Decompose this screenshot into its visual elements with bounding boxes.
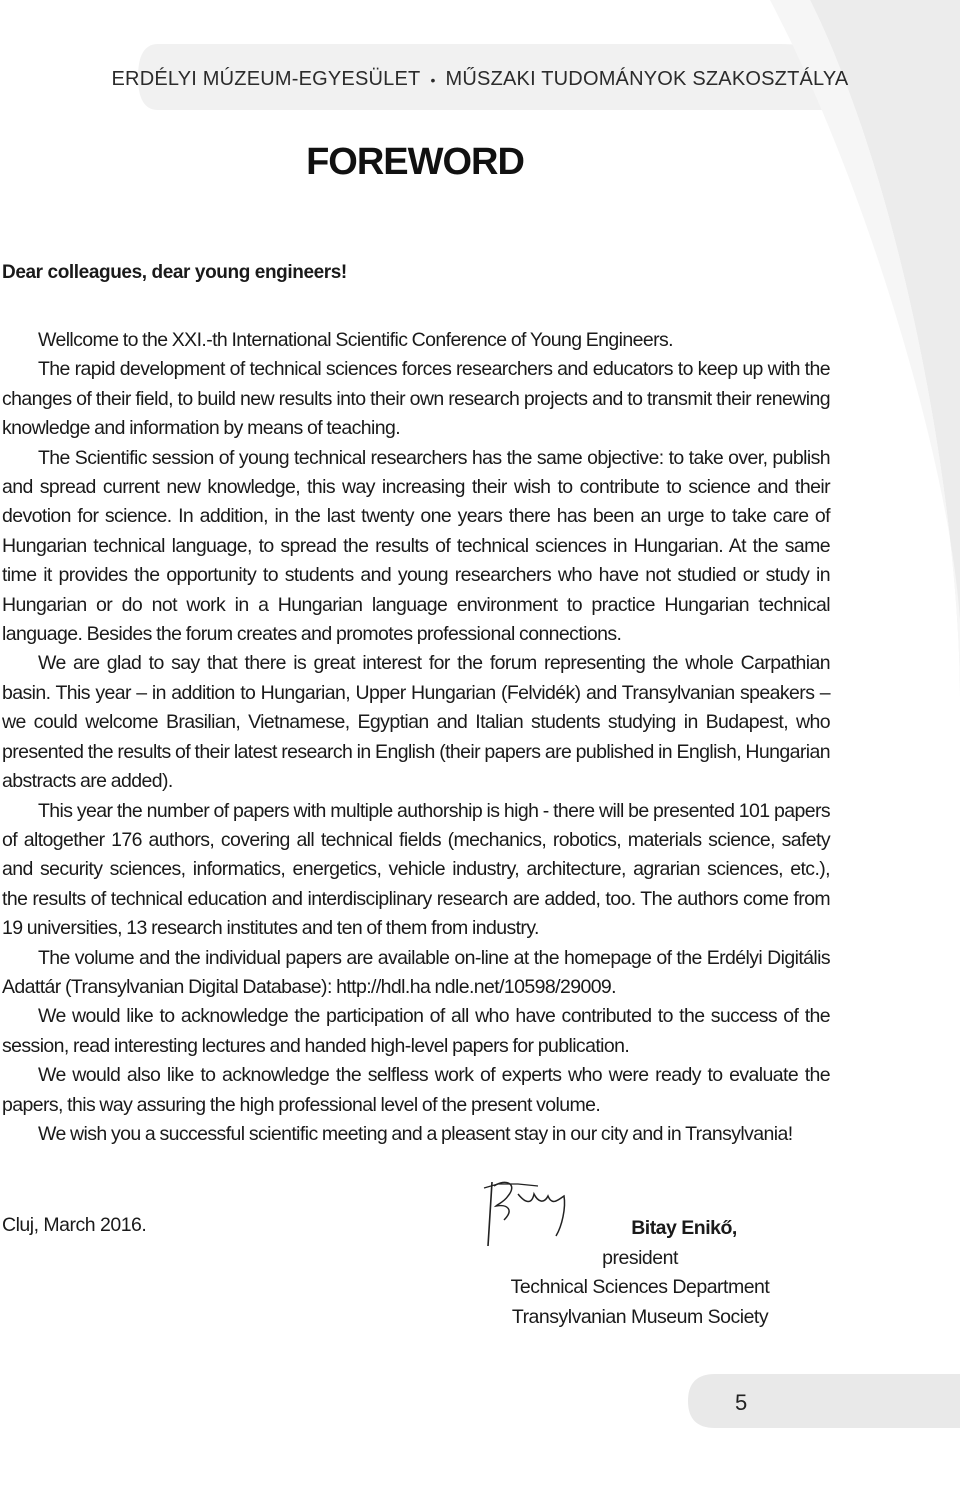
signer-name: Bitay Enikő, xyxy=(631,1217,737,1239)
paragraph: Wellcome to the XXI.-th International Scientific Conference of Young Engineers. xyxy=(38,329,673,351)
handwritten-signature xyxy=(478,1176,578,1256)
paragraph: The volume and the individual papers are available on-line at the homepage of the Erdélyi Digitális Adattár (Transylvanian Digital Database): http://hdl.ha ndle.net/10598/29009. xyxy=(2,946,830,998)
paragraph: We would also like to acknowledge the selfless work of experts who were ready to evaluate the papers, this way assuring the high professional level of the present volume. xyxy=(2,1064,830,1116)
running-header xyxy=(0,68,960,91)
signer-society: Transylvanian Museum Society xyxy=(511,1305,769,1328)
paragraph: The rapid development of technical sciences forces researchers and educators to keep up with the changes of their field, to build new results into their own research projects and to transmit their renewing knowledge and information by means of teaching. xyxy=(2,358,830,440)
foreword-body xyxy=(2,326,830,1149)
header-right: MŰSZAKI TUDOMÁNYOK SZAKOSZTÁLYA xyxy=(445,68,849,90)
header-separator: • xyxy=(430,71,436,88)
page-number-tab xyxy=(688,1374,960,1428)
signer-role: president xyxy=(602,1246,678,1269)
greeting: Dear colleagues, dear young engineers! xyxy=(2,262,347,283)
signer-department: Technical Sciences Department xyxy=(510,1276,770,1298)
paragraph: We would like to acknowledge the participation of all who have contributed to the success of the session, read interesting lectures and handed high-level papers for publication. xyxy=(2,1005,830,1057)
paragraph: This year the number of papers with multiple authorship is high - there will be presented 101 papers of altogether 176 authors, covering all technical fields (mechanics, robotics, materials science, safety and security sciences, informatics, energetics, vehicle industry, architecture, agrarian sciences, etc.), the results of technical education and interdisciplinary research are added, too. The authors come from 19 universities, 13 research institutes and ten of them from industry. xyxy=(2,799,830,940)
page-number: 5 xyxy=(735,1390,748,1415)
page-title: FOREWORD xyxy=(306,141,524,183)
header-left: ERDÉLYI MÚZEUM-EGYESÜLET xyxy=(111,68,421,90)
place-date: Cluj, March 2016. xyxy=(2,1214,147,1236)
paragraph: The Scientific session of young technical researchers has the same objective: to take over, publish and spread current new knowledge, this way increasing their wish to contribute to science and their devotion for science. In addition, in the last twenty one years there has been an urge to take care of Hungarian technical language, to spread the results of technical sciences in Hungarian. At the same time it provides the opportunity to students and young researchers who have not studied or study in Hungarian or do not work in a Hungarian language environment to practice Hungarian technical language. Besides the forum creates and promotes professional connections. xyxy=(2,446,830,646)
paragraph: We are glad to say that there is great interest for the forum representing the whole Carpathian basin. This year – in addition to Hungarian, Upper Hungarian (Felvidék) and Transylvanian speakers – we could welcome Brasilian, Vietnamese, Egyptian and Italian students studying in Budapest, who presented the results of their latest research in English (their papers are published in English, Hungarian abstracts are added). xyxy=(2,652,830,793)
paragraph: We wish you a successful scientific meeting and a pleasent stay in our city and in Transylvania! xyxy=(38,1122,793,1145)
